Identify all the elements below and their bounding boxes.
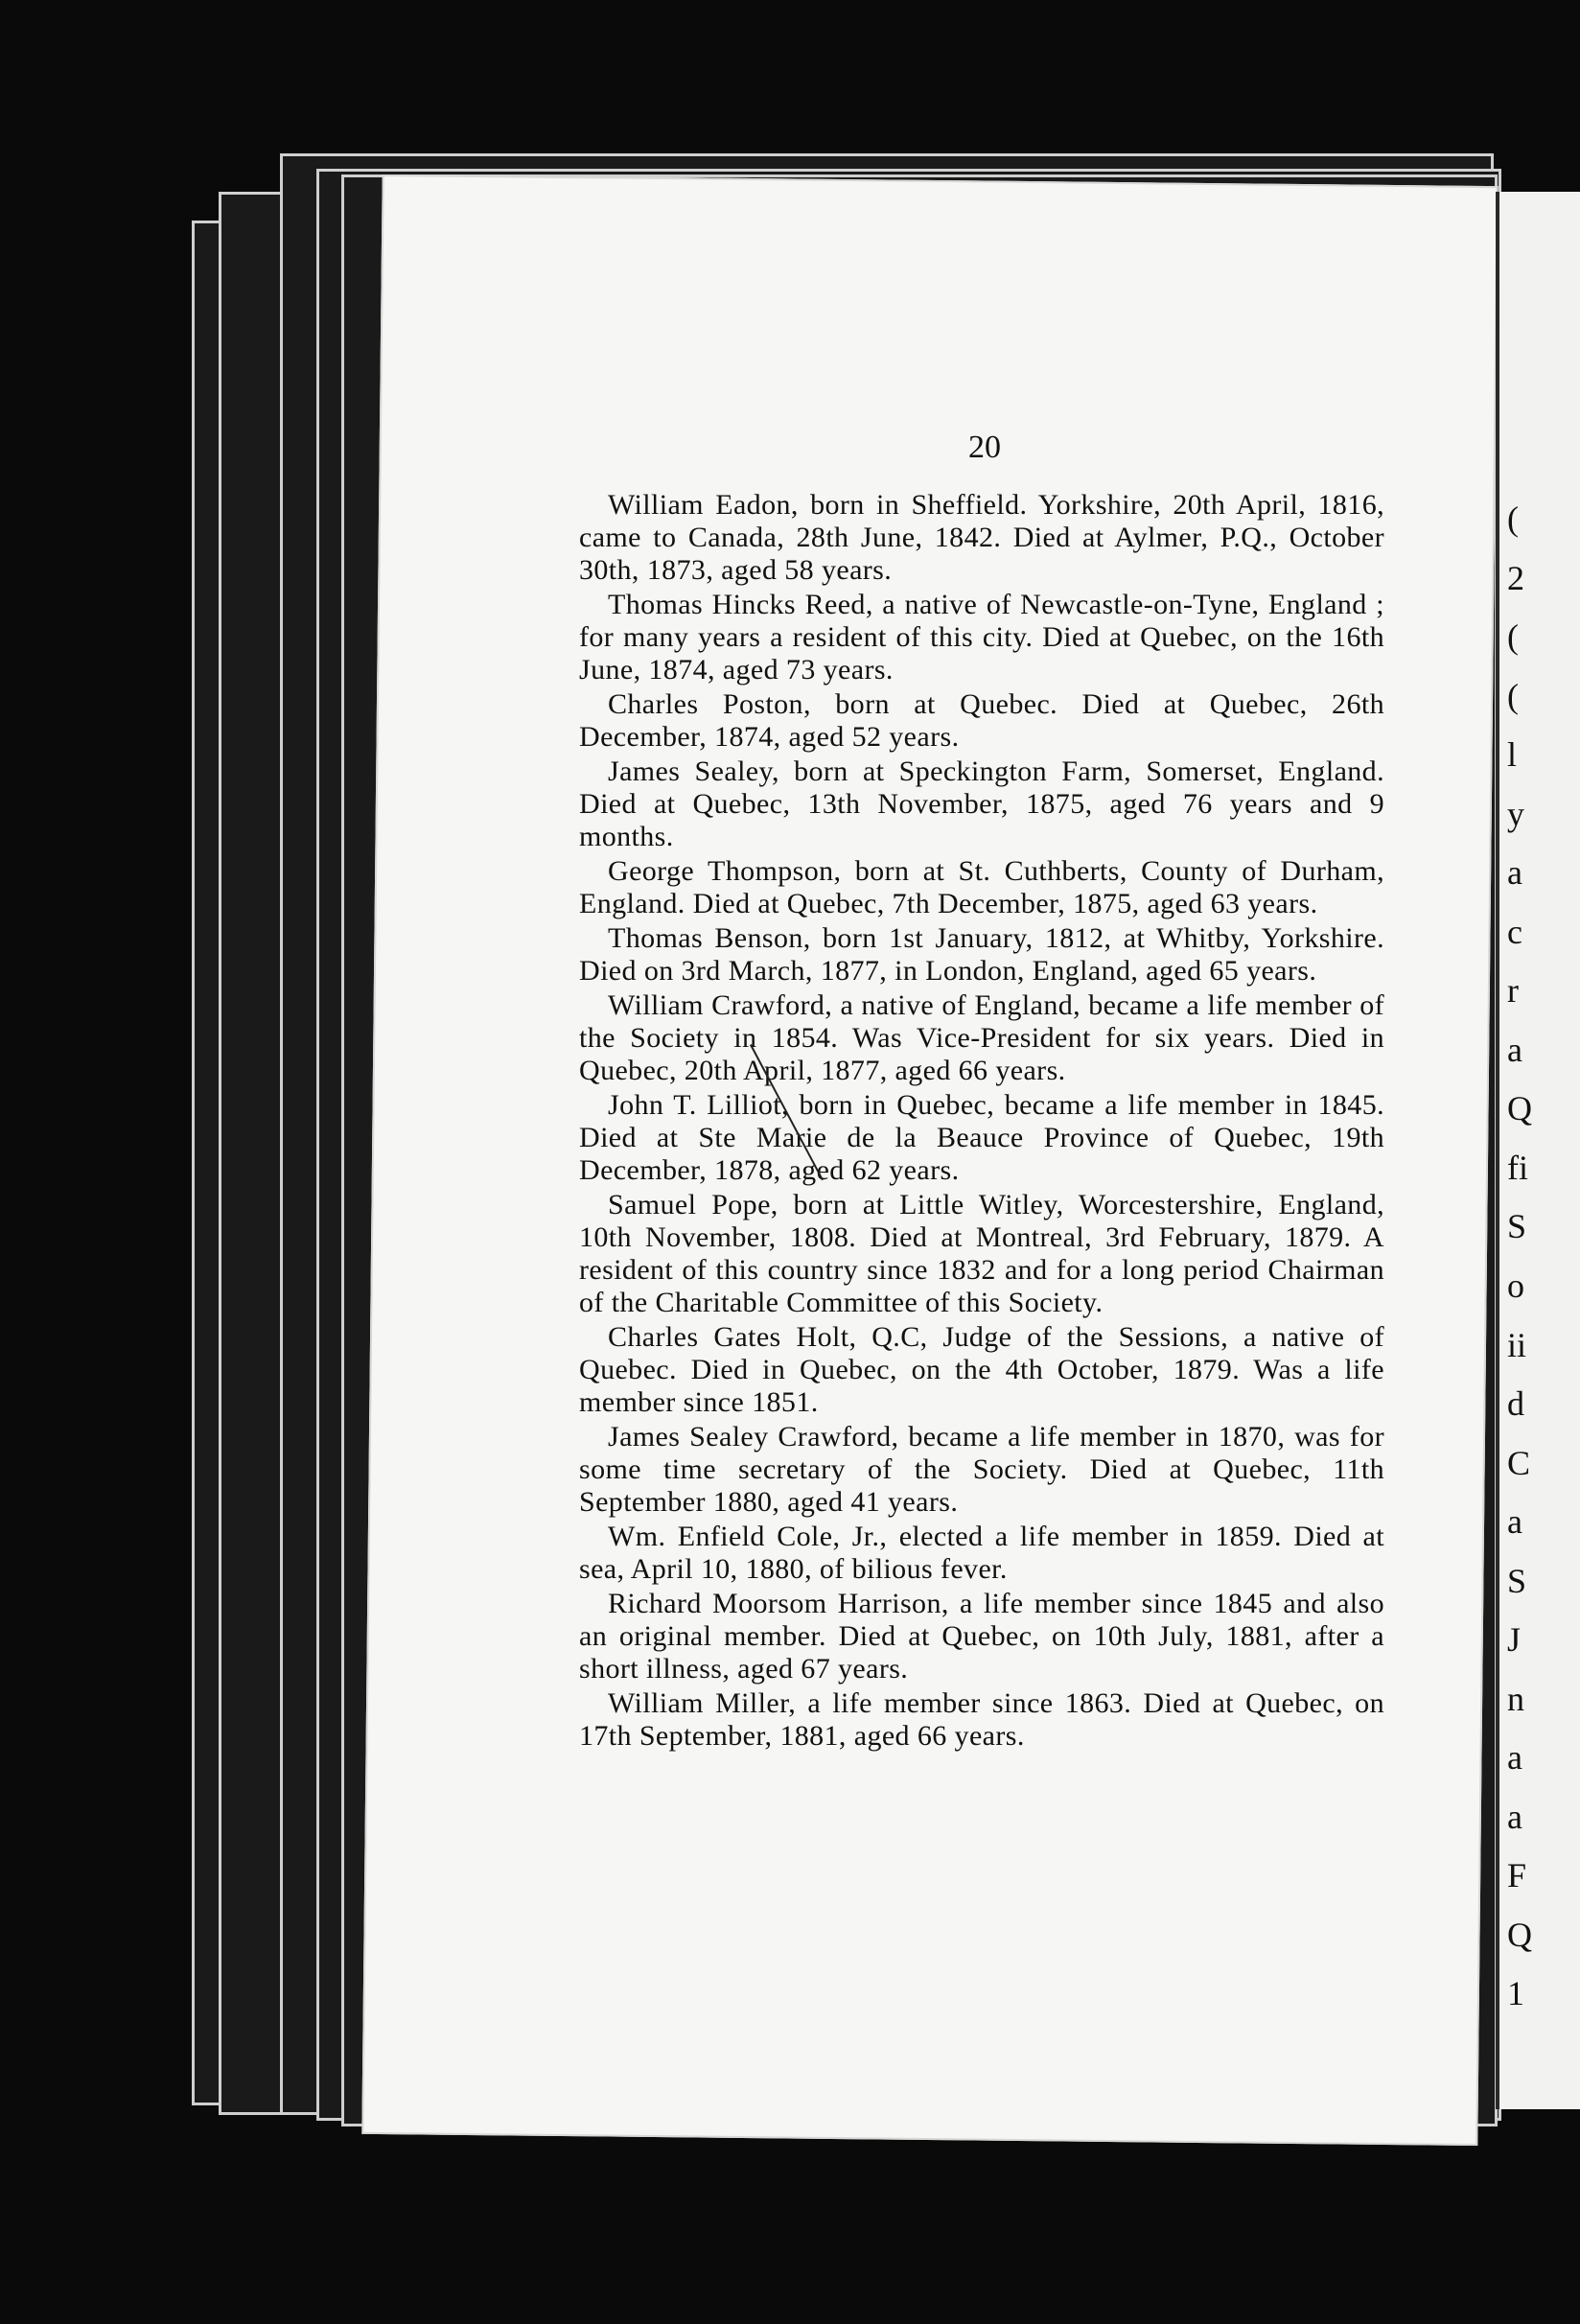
facing-page-strip xyxy=(1496,192,1580,2109)
facing-page-fragment: 1 xyxy=(1507,1974,1524,2013)
obituary-entry: Thomas Benson, born 1st January, 1812, at Whitby, Yorkshire. Died on 3rd March, 1877, in London, England, aged 65 years. xyxy=(579,922,1384,987)
obituary-entry: Samuel Pope, born at Little Witley, Worcestershire, England, 10th November, 1808. Died at Montreal, 3rd February, 1879. A resident of this country since 1832 and for a long period Chairman of the Charitable Committee of this Society. xyxy=(579,1189,1384,1318)
obituary-entry: Wm. Enfield Cole, Jr., elected a life member in 1859. Died at sea, April 10, 1880, of bilious fever. xyxy=(579,1521,1384,1585)
obituary-entry: Richard Moorsom Harrison, a life member since 1845 and also an original member. Died at Quebec, on 10th July, 1881, after a short illness, aged 67 years. xyxy=(579,1588,1384,1685)
obituary-entry: John T. Lilliot, born in Quebec, became a life member in 1845. Died at Ste Marie de la Beauce Province of Quebec, 19th December, 1878, aged 62 years. xyxy=(579,1089,1384,1186)
obituary-list xyxy=(579,489,1384,1755)
obituary-entry: Thomas Hincks Reed, a native of Newcastle-on-Tyne, England ; for many years a resident of this city. Died at Quebec, on the 16th June, 1874, aged 73 years. xyxy=(579,589,1384,686)
obituary-entry: Charles Gates Holt, Q.C, Judge of the Sessions, a native of Quebec. Died in Quebec, on the 4th October, 1879. Was a life member since 1851. xyxy=(579,1321,1384,1418)
facing-page-fragment: C xyxy=(1507,1443,1531,1482)
facing-page-fragment: n xyxy=(1507,1679,1524,1718)
facing-page-fragment: d xyxy=(1507,1384,1524,1424)
page-number: 20 xyxy=(968,430,1001,465)
facing-page-fragment: Q xyxy=(1507,1915,1532,1954)
facing-page-fragment: ( xyxy=(1507,617,1519,657)
facing-page-fragment: fi xyxy=(1507,1148,1528,1187)
facing-page-fragment: J xyxy=(1507,1620,1522,1660)
facing-page-fragment: ( xyxy=(1507,500,1519,538)
facing-page-fragment: Q xyxy=(1507,1089,1532,1128)
facing-page-fragment: 2 xyxy=(1507,558,1524,597)
facing-page-fragment: ii xyxy=(1507,1325,1527,1364)
facing-page-fragment: c xyxy=(1507,912,1522,951)
obituary-entry: George Thompson, born at St. Cuthberts, County of Durham, England. Died at Quebec, 7th December, 1875, aged 63 years. xyxy=(579,855,1384,919)
facing-page-fragment: S xyxy=(1507,1207,1527,1246)
facing-page-fragment: a xyxy=(1507,1030,1522,1069)
facing-page-fragment: y xyxy=(1507,794,1524,833)
obituary-entry: William Eadon, born in Sheffield. Yorkshire, 20th April, 1816, came to Canada, 28th June, 1842. Died at Aylmer, P.Q., October 30th, 1873, aged 58 years. xyxy=(579,489,1384,586)
obituary-entry: William Crawford, a native of England, became a life member of the Society in 1854. Was Vice-President for six years. Died in Quebec, 20th April, 1877, aged 66 years. xyxy=(579,989,1384,1086)
obituary-entry: William Miller, a life member since 1863. Died at Quebec, on 17th September, 1881, aged 66 years. xyxy=(579,1687,1384,1752)
obituary-entry: James Sealey Crawford, became a life member in 1870, was for some time secretary of the Society. Died at Quebec, 11th September 1880, aged 41 years. xyxy=(579,1421,1384,1518)
facing-page-fragment: a xyxy=(1507,1502,1522,1542)
obituary-entry: James Sealey, born at Speckington Farm, Somerset, England. Died at Quebec, 13th November, 1875, aged 76 years and 9 months. xyxy=(579,755,1384,852)
facing-page-fragment: S xyxy=(1507,1561,1527,1600)
facing-page-fragment: F xyxy=(1507,1856,1527,1895)
facing-page-fragment: o xyxy=(1507,1267,1524,1305)
obituary-entry: Charles Poston, born at Quebec. Died at Quebec, 26th December, 1874, aged 52 years. xyxy=(579,688,1384,753)
facing-page-fragment: a xyxy=(1507,853,1522,893)
facing-page-fragment: l xyxy=(1507,735,1518,775)
facing-page-fragment: a xyxy=(1507,1797,1522,1836)
facing-page-fragment: r xyxy=(1507,971,1519,1011)
facing-page-fragment: ( xyxy=(1507,676,1519,715)
facing-page-fragment: a xyxy=(1507,1738,1522,1778)
